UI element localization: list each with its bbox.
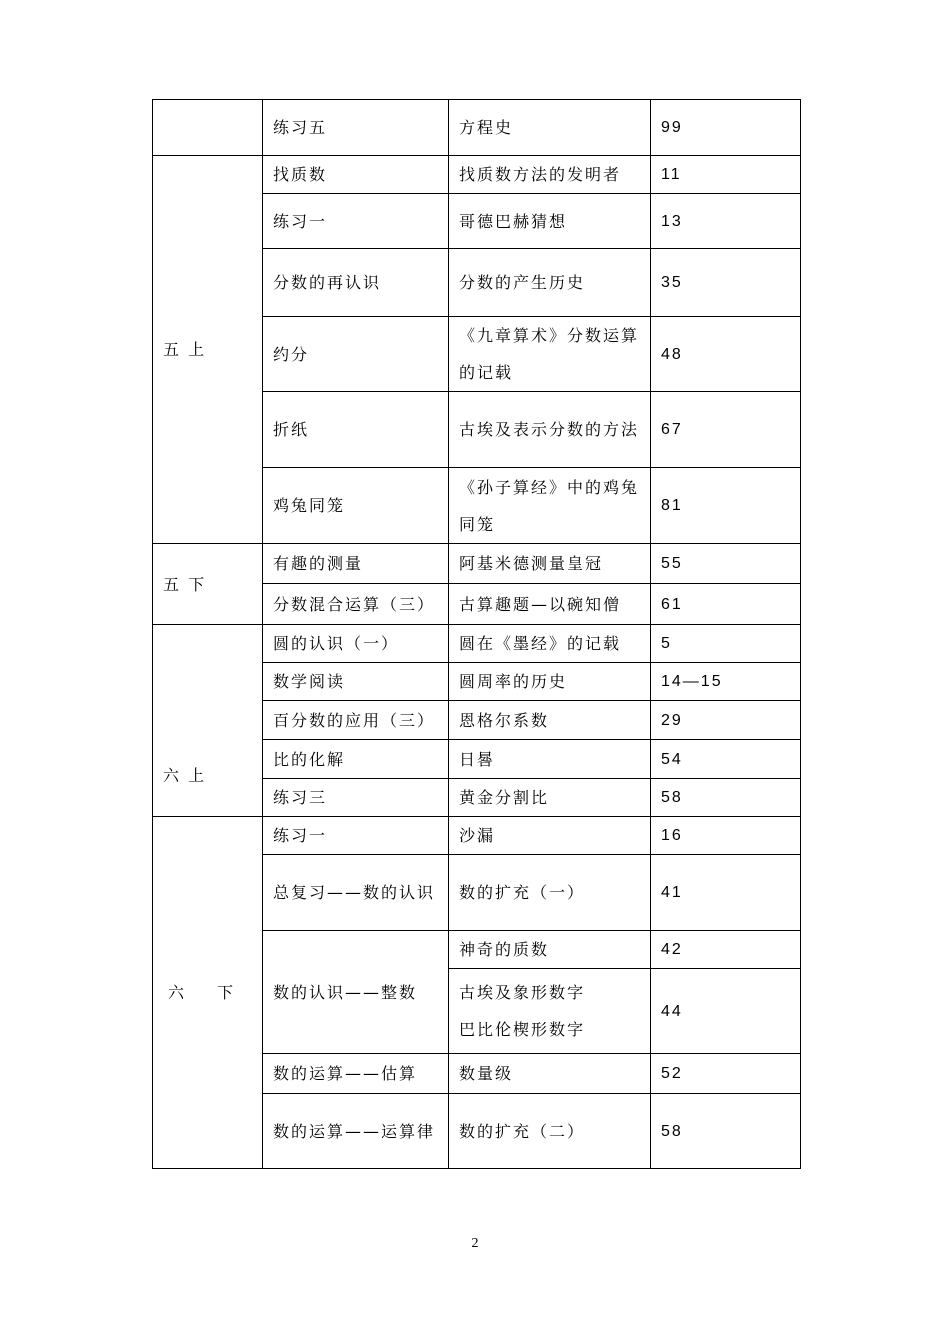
page-cell: 44 <box>651 969 801 1054</box>
topic-cell: 黄金分割比 <box>449 779 651 817</box>
page-cell: 41 <box>651 855 801 931</box>
topic-cell: 找质数方法的发明者 <box>449 156 651 194</box>
lesson-cell: 数学阅读 <box>263 663 449 701</box>
page-cell: 16 <box>651 817 801 855</box>
topic-cell: 哥德巴赫猜想 <box>449 194 651 249</box>
lesson-cell: 数的运算——估算 <box>263 1054 449 1094</box>
topic-cell: 《孙子算经》中的鸡兔同笼 <box>449 468 651 544</box>
lesson-cell: 练习三 <box>263 779 449 817</box>
topic-cell <box>449 969 651 1054</box>
topic-cell: 神奇的质数 <box>449 931 651 969</box>
page-cell: 54 <box>651 740 801 779</box>
topic-cell: 数的扩充（二） <box>449 1094 651 1169</box>
page-cell: 13 <box>651 194 801 249</box>
page-number: 2 <box>471 1236 479 1251</box>
page-cell: 67 <box>651 392 801 468</box>
page-cell: 99 <box>651 100 801 156</box>
lesson-cell: 练习五 <box>263 100 449 156</box>
math-history-table <box>152 99 801 1169</box>
topic-cell: 古算趣题—以碗知僧 <box>449 584 651 625</box>
topic-cell: 分数的产生历史 <box>449 249 651 317</box>
grade-cell: 五 上 <box>153 156 263 544</box>
table-row <box>153 625 801 663</box>
lesson-cell: 数的运算——运算律 <box>263 1094 449 1169</box>
page-cell: 58 <box>651 1094 801 1169</box>
lesson-cell: 比的化解 <box>263 740 449 779</box>
page-cell: 5 <box>651 625 801 663</box>
page-cell: 42 <box>651 931 801 969</box>
lesson-cell: 鸡兔同笼 <box>263 468 449 544</box>
lesson-cell: 数的认识——整数 <box>263 931 449 1054</box>
table-row <box>153 156 801 194</box>
page-cell: 55 <box>651 544 801 584</box>
page-cell: 81 <box>651 468 801 544</box>
topic-cell: 古埃及表示分数的方法 <box>449 392 651 468</box>
page-cell: 11 <box>651 156 801 194</box>
page-cell: 52 <box>651 1054 801 1094</box>
lesson-cell: 分数的再认识 <box>263 249 449 317</box>
page-cell: 14—15 <box>651 663 801 701</box>
lesson-cell: 有趣的测量 <box>263 544 449 584</box>
lesson-cell: 折纸 <box>263 392 449 468</box>
topic-line: 古埃及象形数字 <box>459 983 586 1002</box>
topic-cell: 沙漏 <box>449 817 651 855</box>
table-row <box>153 544 801 584</box>
grade-cell: 五 下 <box>153 544 263 625</box>
table-row <box>153 100 801 156</box>
topic-cell: 《九章算术》分数运算的记载 <box>449 317 651 392</box>
page-cell: 35 <box>651 249 801 317</box>
lesson-cell: 练习一 <box>263 817 449 855</box>
lesson-cell: 分数混合运算（三） <box>263 584 449 625</box>
page-cell: 48 <box>651 317 801 392</box>
grade-cell: 六 上 <box>153 625 263 817</box>
lesson-cell: 找质数 <box>263 156 449 194</box>
lesson-cell: 约分 <box>263 317 449 392</box>
lesson-cell: 练习一 <box>263 194 449 249</box>
page-cell: 58 <box>651 779 801 817</box>
topic-cell: 方程史 <box>449 100 651 156</box>
page-cell: 29 <box>651 701 801 740</box>
grade-cell <box>153 100 263 156</box>
topic-cell: 圆周率的历史 <box>449 663 651 701</box>
topic-cell: 数的扩充（一） <box>449 855 651 931</box>
lesson-cell: 圆的认识（一） <box>263 625 449 663</box>
topic-cell: 阿基米德测量皇冠 <box>449 544 651 584</box>
lesson-cell: 百分数的应用（三） <box>263 701 449 740</box>
lesson-cell: 总复习——数的认识 <box>263 855 449 931</box>
topic-cell: 数量级 <box>449 1054 651 1094</box>
topic-cell: 圆在《墨经》的记载 <box>449 625 651 663</box>
topic-cell: 恩格尔系数 <box>449 701 651 740</box>
page-cell: 61 <box>651 584 801 625</box>
grade-cell: 六 下 <box>153 817 263 1169</box>
table-row <box>153 817 801 855</box>
topic-cell: 日晷 <box>449 740 651 779</box>
topic-line: 巴比伦楔形数字 <box>459 1020 586 1039</box>
